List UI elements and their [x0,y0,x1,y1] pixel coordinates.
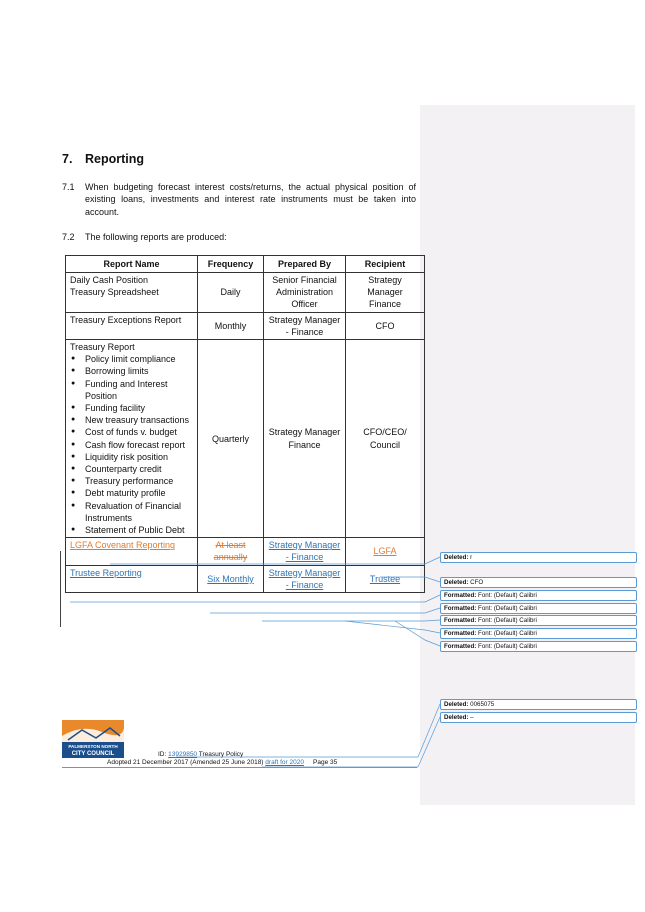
list-item: ● Revaluation of Financial Instruments [70,500,193,524]
section-number: 7. [62,152,73,166]
list-item: ● Cash flow forecast report [70,439,193,451]
comment-text: CFO [470,579,484,586]
list-item: ● New treasury transactions [70,414,193,426]
footer-id-label: ID: [158,751,167,758]
report-name-line: Treasury Exceptions Report [70,314,182,325]
comment-balloon[interactable] [440,577,637,588]
cell-report-name [66,312,198,339]
comment-text: Font: (Default) Calibri [478,630,537,637]
comment-balloon[interactable] [440,628,637,639]
list-item: ● Debt maturity profile [70,487,193,499]
comment-label: Deleted: [444,701,469,708]
comment-text: r [470,554,473,561]
footer-adopted-text: Adopted 21 December 2017 (Amended 25 June 2018) [107,759,264,766]
cell-recipient [346,565,425,592]
comment-label: Deleted: [444,579,469,586]
comment-label: Formatted: [444,605,477,612]
list-item: ● Funding and Interest Position [70,378,193,402]
cell-report-name [66,340,198,538]
comment-balloon[interactable] [440,615,637,626]
cell-frequency [198,538,264,565]
header-frequency: Frequency [198,256,264,273]
report-name-line: Treasury Report [70,342,135,353]
report-contents-list [70,353,193,536]
comment-balloon[interactable] [440,699,637,710]
cell-report-name [66,538,198,565]
table-header-row [66,256,425,273]
comment-label: Deleted: [444,714,469,721]
footer-adopted [107,759,337,766]
paragraph-text: When budgeting forecast interest costs/returns, the actual physical position of existing loans, investments and interest rate instruments must be taken into account. [85,182,416,217]
cell-frequency [198,565,264,592]
header-report-name: Report Name [66,256,198,273]
comment-label: Formatted: [444,617,477,624]
footer-doc-title: Treasury Policy [198,751,244,758]
cell-frequency: Monthly [198,312,264,339]
comment-label: Formatted: [444,630,477,637]
comment-text: Font: (Default) Calibri [478,605,537,612]
list-item: ● Borrowing limits [70,365,193,377]
tracked-insert-text: Trustee Reporting [70,567,142,578]
list-item: ● Cost of funds v. budget [70,426,193,438]
footer-id-value: 13929850 [168,751,198,758]
section-title: Reporting [85,152,145,166]
report-name-line: Daily Cash Position [70,275,149,285]
cell-frequency: Quarterly [198,340,264,538]
cell-prepared-by: Senior Financial Administration Officer [264,273,346,313]
comment-text: 0065075 [470,701,495,708]
footer-rule [62,767,417,768]
list-item: ● Treasury performance [70,475,193,487]
table-row [66,273,425,313]
cell-prepared-by [264,565,346,592]
logo-line1: PALMERSTON NORTH [68,744,118,749]
header-recipient: Recipient [346,256,425,273]
comment-text: Font: (Default) Calibri [478,592,537,599]
tracked-insert-text: Trustee [369,573,401,584]
cell-frequency: Daily [198,273,264,313]
cell-recipient: CFO/CEO/ Council [346,340,425,538]
cell-prepared-by [264,538,346,565]
list-item: ● Liquidity risk position [70,451,193,463]
reports-table [65,255,425,593]
list-item: ● Policy limit compliance [70,353,193,365]
list-item: ● Statement of Public Debt [70,524,193,536]
cell-report-name [66,273,198,313]
cell-prepared-by: Strategy Manager Finance [264,340,346,538]
list-item: ● Funding facility [70,402,193,414]
tracked-insert-text: LGFA Covenant Reporting [70,540,176,551]
tracked-insert-text: Strategy Manager - Finance [268,540,341,563]
comment-text: – [470,714,474,721]
comment-label: Deleted: [444,554,469,561]
cell-prepared-by: Strategy Manager - Finance [264,312,346,339]
paragraph-text: The following reports are produced: [85,232,227,242]
paragraph-number: 7.2 [62,232,75,242]
table-row-trustee [66,565,425,592]
header-prepared-by: Prepared By [264,256,346,273]
tracked-delete-text: At least annually [213,540,248,563]
table-row [66,312,425,339]
comment-balloon[interactable] [440,590,637,601]
section-heading [62,152,144,166]
comment-balloon[interactable] [440,603,637,614]
comment-balloon[interactable] [440,712,637,723]
comment-balloon[interactable] [440,552,637,563]
footer-page-number: 35 [330,759,338,766]
cell-report-name [66,565,198,592]
tracked-insert-text: LGFA [373,546,397,557]
comment-text: Font: (Default) Calibri [478,643,537,650]
logo-line2: CITY COUNCIL [71,751,115,757]
cell-recipient: CFO [346,312,425,339]
table-row [66,340,425,538]
table-row-lgfa [66,538,425,565]
comment-balloon[interactable] [440,641,637,652]
footer-page-label: Page [313,759,329,766]
list-item: ● Counterparty credit [70,463,193,475]
footer-doc-id [158,751,243,758]
change-bar [60,551,61,627]
paragraph-number: 7.1 [62,182,75,192]
council-logo [62,720,124,758]
footer-draft-text: draft for 2020 [265,759,304,766]
tracked-insert-text: Six Monthly [207,573,254,584]
cell-recipient [346,538,425,565]
comment-label: Formatted: [444,643,477,650]
cell-recipient: Strategy Manager Finance [346,273,425,313]
comment-label: Formatted: [444,592,477,599]
tracked-insert-text: Strategy Manager - Finance [268,567,341,590]
report-name-line: Treasury Spreadsheet [70,287,159,298]
comment-text: Font: (Default) Calibri [478,617,537,624]
